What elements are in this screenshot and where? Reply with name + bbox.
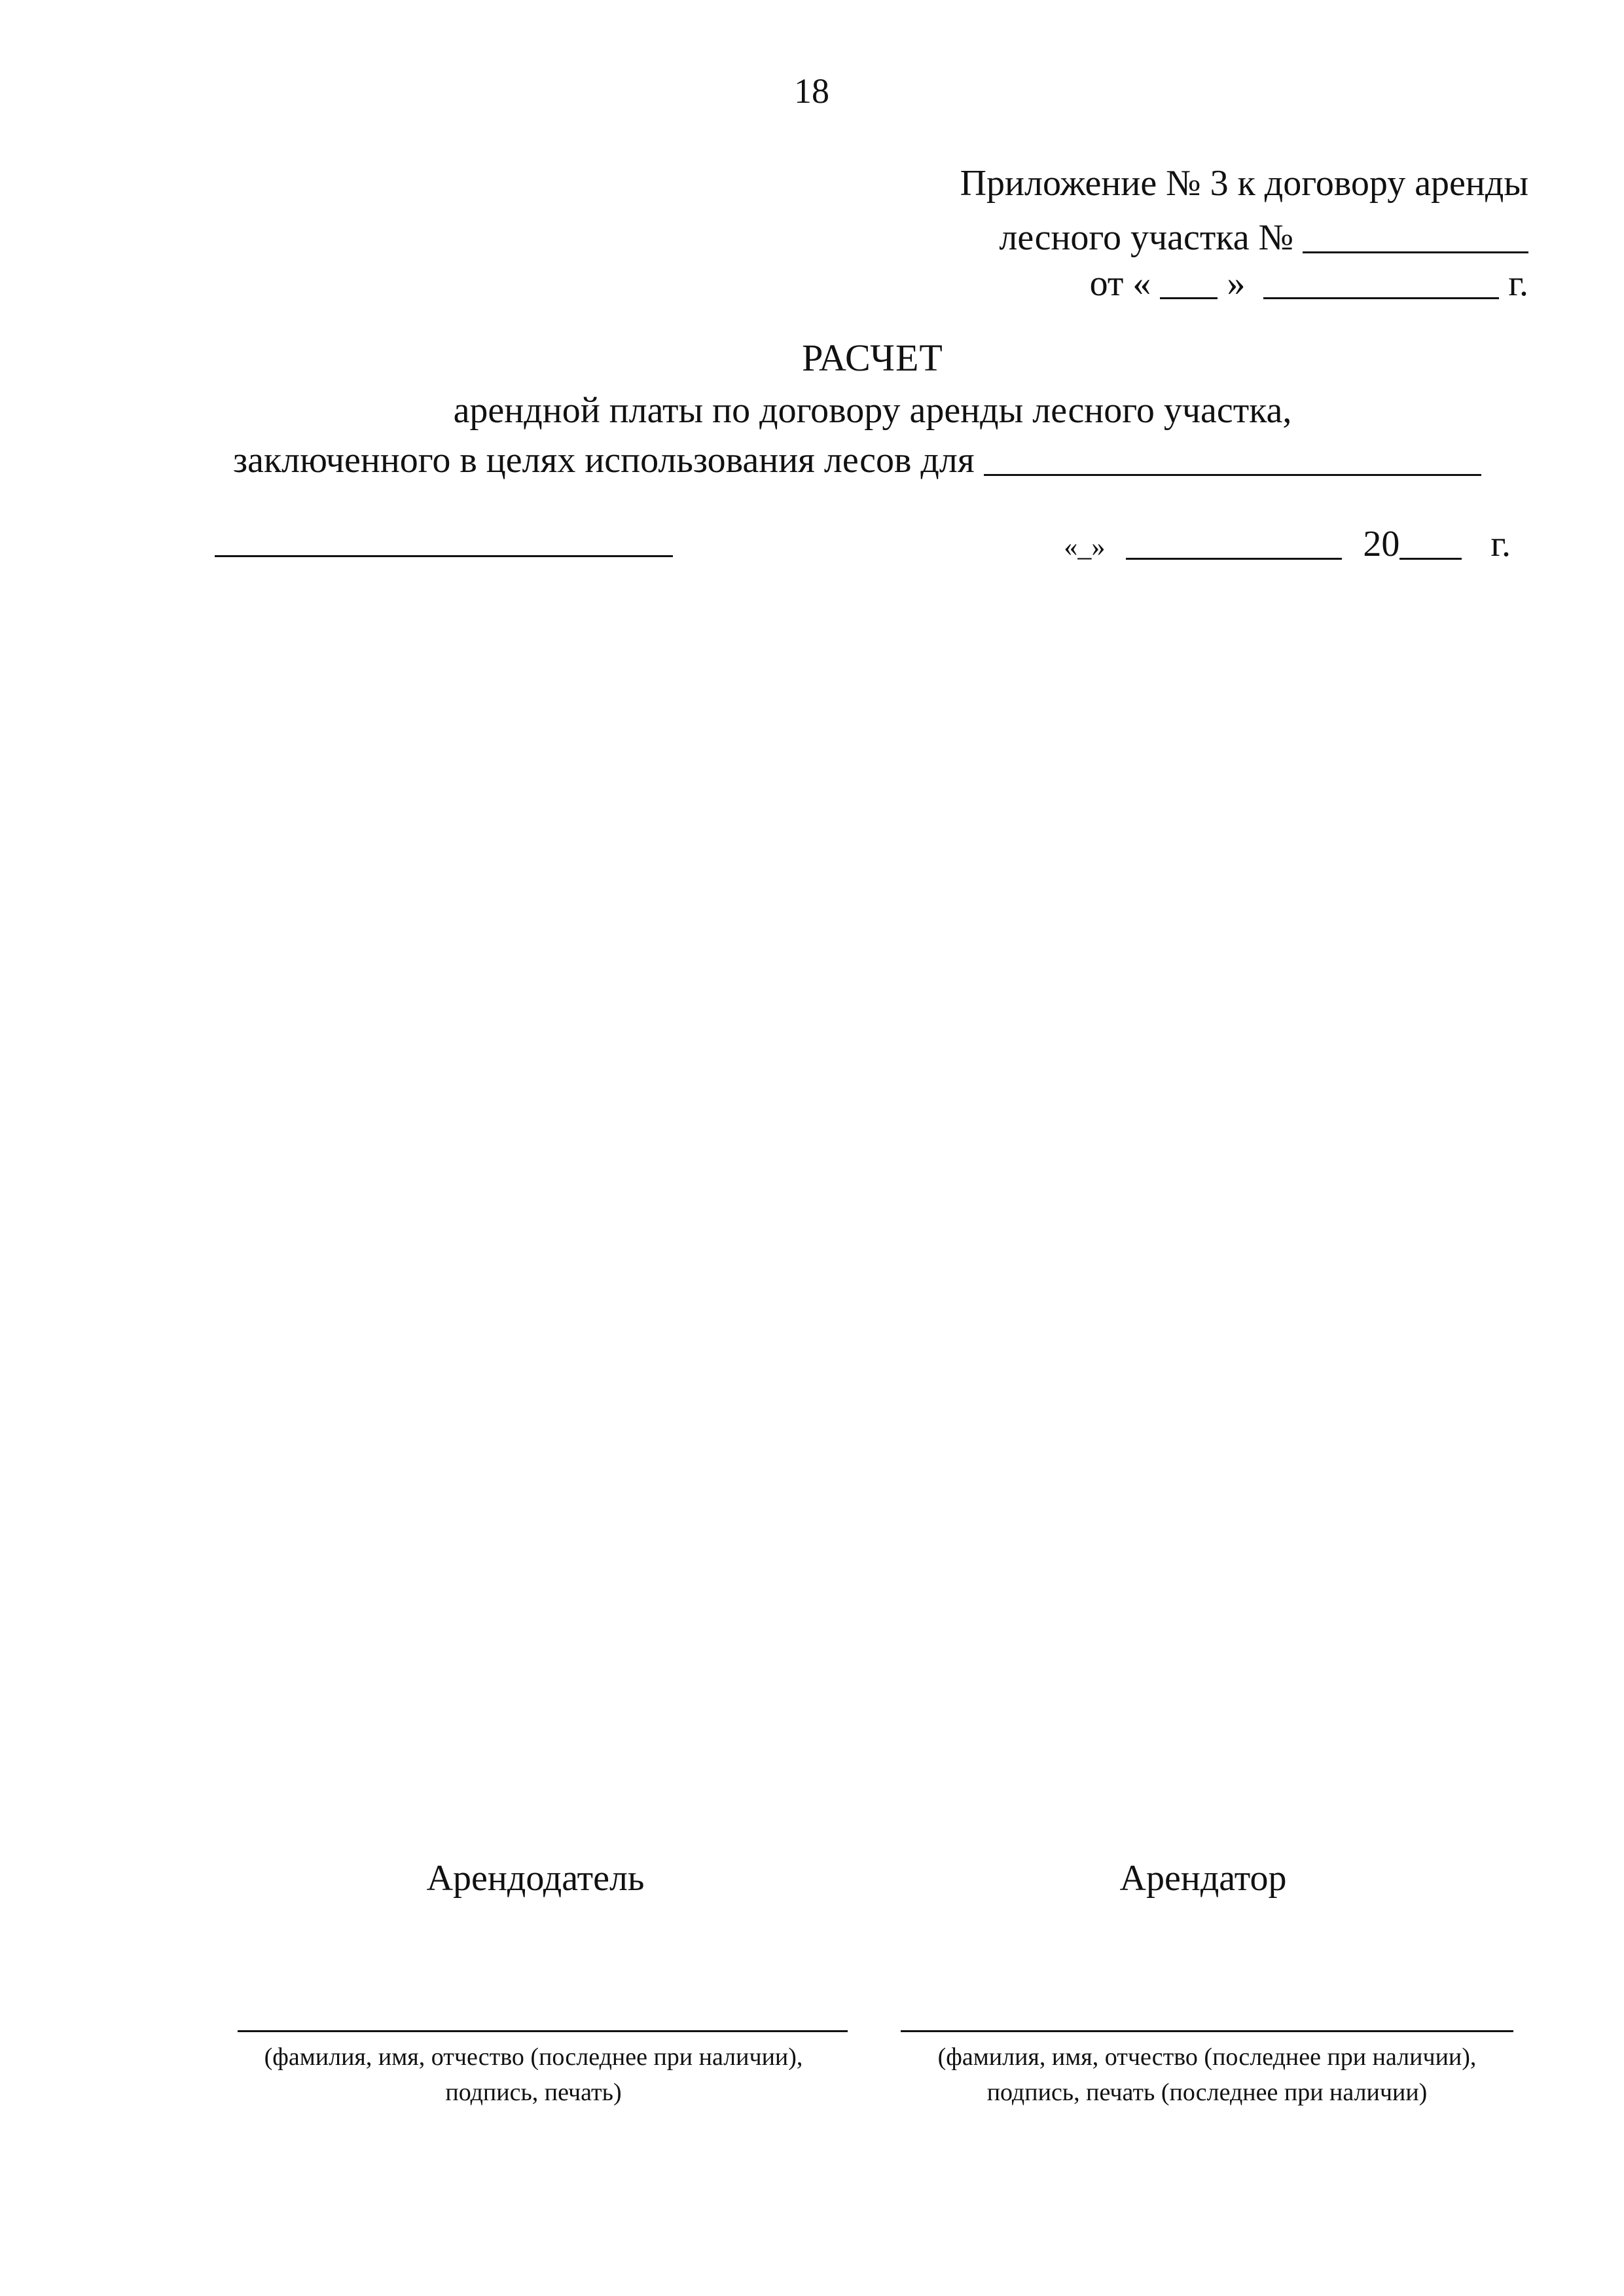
lessor-signature-line[interactable] xyxy=(238,2030,848,2032)
appendix-date-suffix: г. xyxy=(1508,263,1528,304)
place-blank[interactable] xyxy=(215,555,673,557)
purpose-label: заключенного в целях использования лесов для xyxy=(233,440,975,481)
date-year-prefix: 20 xyxy=(1363,524,1400,564)
lessor-caption-line-1: (фамилия, имя, отчество (последнее при наличии), xyxy=(264,2043,803,2071)
appendix-line-1: Приложение № 3 к договору аренды xyxy=(960,163,1528,204)
lessee-label: Арендатор xyxy=(1119,1858,1287,1899)
lessee-signature-caption xyxy=(938,2039,1477,2110)
lessor-label: Арендодатель xyxy=(426,1858,645,1899)
document-subtitle-line-2 xyxy=(233,433,1481,481)
lessor-caption-line-2: подпись, печать) xyxy=(445,2079,622,2106)
date-year-blank[interactable] xyxy=(1399,521,1462,560)
document-title: РАСЧЕТ xyxy=(802,337,943,379)
document-date xyxy=(1064,517,1511,565)
contract-number-blank[interactable] xyxy=(1303,215,1528,253)
date-month-blank[interactable] xyxy=(1126,521,1342,560)
date-suffix: г. xyxy=(1490,524,1511,564)
appendix-date-open: от « xyxy=(1089,263,1151,304)
lessor-signature-caption xyxy=(264,2039,803,2110)
contract-day-blank[interactable] xyxy=(1160,261,1218,299)
date-day-blank[interactable]: «_» xyxy=(1064,532,1106,562)
purpose-blank[interactable] xyxy=(984,437,1481,476)
lessee-caption-line-1: (фамилия, имя, отчество (последнее при наличии), xyxy=(937,2043,1477,2071)
contract-month-blank[interactable] xyxy=(1263,261,1499,299)
page-number: 18 xyxy=(794,71,829,111)
lessee-caption-line-2: подпись, печать (последнее при наличии) xyxy=(986,2079,1428,2106)
appendix-date-close: » xyxy=(1227,263,1246,304)
lessee-signature-line[interactable] xyxy=(901,2030,1513,2032)
appendix-line-2 xyxy=(999,211,1528,256)
appendix-contract-number-label: лесного участка № xyxy=(999,217,1293,258)
appendix-line-3 xyxy=(1090,257,1528,302)
document-subtitle-line-1: арендной платы по договору аренды лесного участка, xyxy=(453,390,1292,431)
